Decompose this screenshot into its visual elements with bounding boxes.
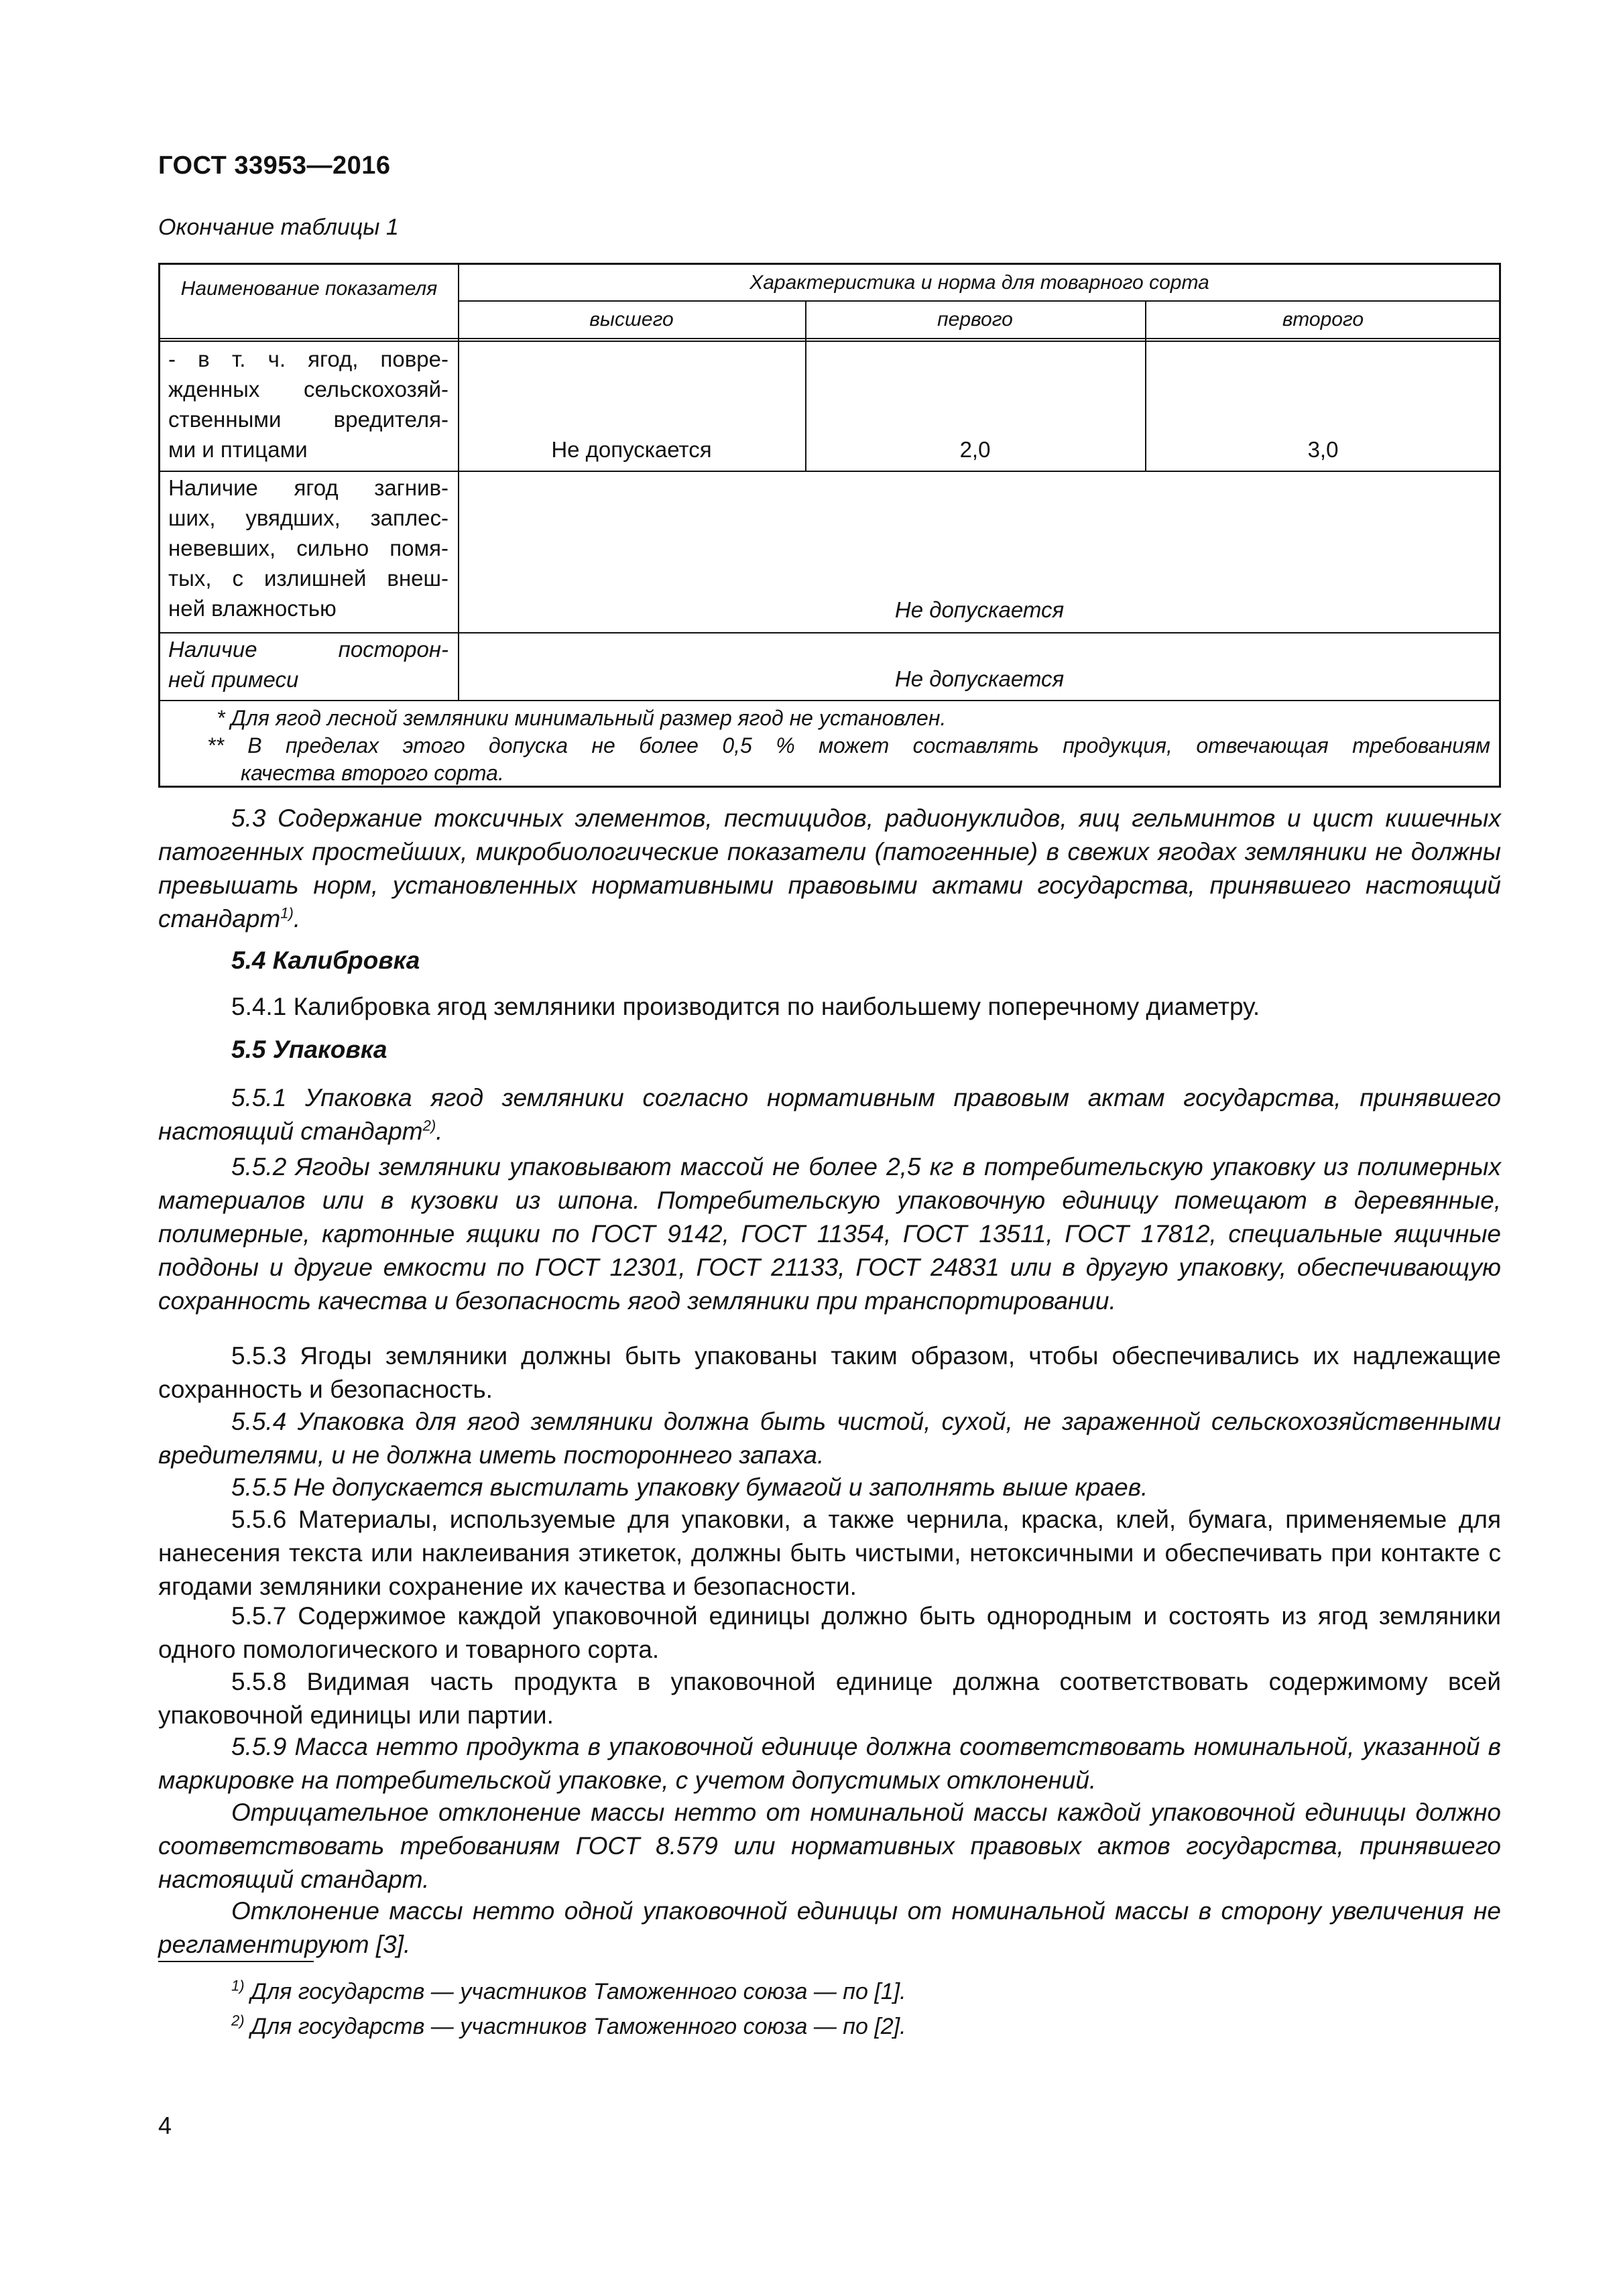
paragraph-5-3: 5.3 Содержание токсичных элементов, пестицидов, радионуклидов, яиц гельминтов и цист кишечных патогенных простейших, микробиологические показатели (патогенные) в свежих ягодах земляники не должны превышать норм, установленных нормативными правовыми актами государства, принявшего настоящий стандарт$^{1)}$. (158, 804, 1501, 932)
paragraph-5-5-1: 5.5.1 Упаковка ягод земляники согласно нормативным правовым актам государства, принявшего настоящий стандарт$^{2)}$. (158, 1084, 1501, 1145)
table-cell: 2,0 (959, 437, 991, 462)
row-name: Наличие посторон- ней примеси (168, 637, 448, 692)
paragraph-5-4-1: 5.4.1 Калибровка ягод земляники производится по наибольшему поперечному диаметру. (231, 993, 1260, 1020)
col-header-grade: высшего (589, 308, 674, 330)
table-cell: Не допускается (894, 597, 1065, 622)
table-cell: 3,0 (1307, 437, 1339, 462)
paragraph-5-5-5: 5.5.5 Не допускается выстилать упаковку бумагой и заполнять выше краев. (231, 1473, 1148, 1501)
table-cell: Не допускается (894, 666, 1065, 691)
col-header-group: Характеристика и норма для товарного сорта (749, 271, 1209, 294)
characteristics-table (158, 263, 1501, 788)
paragraph-5-5-3: 5.5.3 Ягоды земляники должны быть упакованы таким образом, чтобы обеспечивались их надлежащие сохранность и безопасность. (158, 1342, 1501, 1403)
paragraph-negative-deviation: Отрицательное отклонение массы нетто от номинальной массы каждой упаковочной единицы должно соответствовать требованиям ГОСТ 8.579 или нормативных правовых актов государства, принявшего настоящий стандарт. (158, 1799, 1501, 1893)
paragraph-5-5-4: 5.5.4 Упаковка для ягод земляники должна быть чистой, сухой, не зараженной сельскохозяйственными вредителями, и не должна иметь постороннего запаха. (158, 1408, 1501, 1469)
footnote: $^{1)}$ Для государств — участников Таможенного союза — по [1]. (231, 1977, 906, 2004)
col-header-grade: второго (1282, 308, 1364, 330)
footnote: $^{2)}$ Для государств — участников Таможенного союза — по [2]. (231, 2012, 906, 2039)
footnote-divider (158, 1961, 314, 1962)
col-header-name: Наименование показателя (180, 278, 438, 300)
table-note: * Для ягод лесной земляники минимальный размер ягод не установлен. (217, 706, 947, 730)
table-note: ** В пределах этого допуска не более 0,5 % может составлять продукция, отвечающая требованиям (207, 733, 1490, 758)
table-cell: Не допускается (551, 437, 712, 462)
col-header-grade: первого (937, 308, 1013, 330)
table-caption: Окончание таблицы 1 (158, 215, 399, 240)
section-heading: 5.4 Калибровка (231, 947, 420, 974)
paragraph-5-5-6: 5.5.6 Материалы, используемые для упаковки, а также чернила, краска, клей, бумага, применяемые для нанесения текста или наклеивания этикеток, должны быть чистыми, нетоксичными и обеспечивать при контакте с ягодами земляники сохранение их качества и безопасности. (158, 1506, 1501, 1600)
document-header: ГОСТ 33953—2016 (158, 152, 391, 180)
section-heading: 5.5 Упаковка (231, 1036, 387, 1063)
paragraph-positive-deviation: Отклонение массы нетто одной упаковочной единицы от номинальной массы в сторону увеличения не регламентируют [3]. (158, 1897, 1501, 1958)
row-name: - в т. ч. ягод, повре- жденных сельскохозяй- ственными вредителя- ми и птицами (168, 347, 448, 462)
table-note: качества второго сорта. (241, 761, 504, 785)
paragraph-5-5-8: 5.5.8 Видимая часть продукта в упаковочной единице должна соответствовать содержимому всей упаковочной единицы или партии. (158, 1668, 1501, 1729)
paragraph-5-5-2: 5.5.2 Ягоды земляники упаковывают массой не более 2,5 кг в потребительскую упаковку из полимерных материалов или в кузовки из шпона. Потребительскую упаковочную единицу помещают в деревянные, полимерные, картонные ящики по ГОСТ 9142, ГОСТ 11354, ГОСТ 13511, ГОСТ 17812, специальные ящичные поддоны и другие емкости по ГОСТ 12301, ГОСТ 21133, ГОСТ 24831 или в другую упаковку, обеспечивающую сохранность качества и безопасность ягод земляники при транспортировании. (158, 1153, 1501, 1315)
row-name: Наличие ягод загнив- ших, увядших, заплес- невевших, сильно помя- тых, с излишней внеш- ней влажностью (168, 475, 448, 621)
paragraph-5-5-9: 5.5.9 Масса нетто продукта в упаковочной единице должна соответствовать номинальной, указанной в маркировке на потребительской упаковке, с учетом допустимых отклонений. (158, 1733, 1501, 1794)
page-number: 4 (158, 2112, 172, 2139)
paragraph-5-5-7: 5.5.7 Содержимое каждой упаковочной единицы должно быть однородным и состоять из ягод земляники одного помологического и товарного сорта. (158, 1602, 1501, 1663)
